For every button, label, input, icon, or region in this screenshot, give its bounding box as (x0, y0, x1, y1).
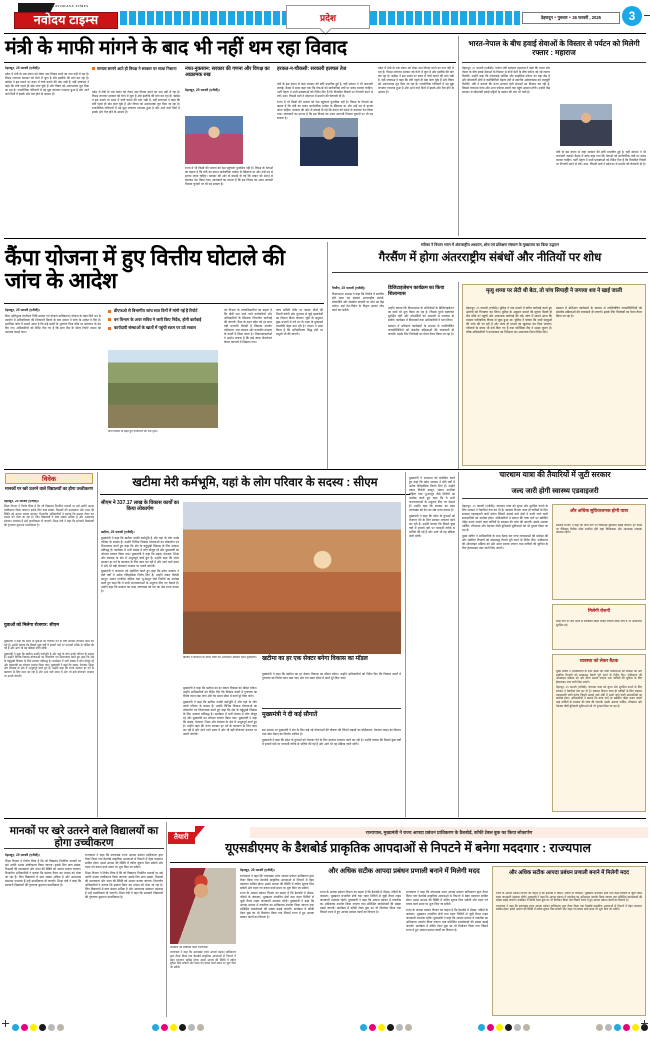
kampa-col4 (276, 308, 323, 464)
cm-mid-body2: मुख्यमंत्री ने कहा कि खटीमा उनकी कर्मभूमि है और यहां के लोग उनके परिवार के सदस्य हैं। उन्होंने विभिन्न विकास योजनाओं का लोकार्पण एवं शिलान्यास करते हुए कहा कि क्षेत्र के चहुंमुखी विकास के लिए सरकार प्रतिबद्ध है। कार्यक्रम में भारी संख्या में लोग मौजूद रहे और मुख्यमंत्री का जोरदार स्वागत किया गया। मुख्यमंत्री ने कहा कि सड़क, पेयजल, शिक्षा और स्वास्थ्य के क्षेत्र में अभूतपूर्व कार्य हुए हैं। उन्होंने कहा कि राज्य सरकार हर वर्ग के कल्याण के लिए काम कर रही है और आने वाले समय में और भी बड़ी योजनाएं धरातल पर उतारी जाएंगी। (183, 699, 257, 736)
cmyk-dot-cyan-2 (152, 1024, 159, 1031)
governor-caption-extra: राज्यपाल ने कहा कि उत्तराखंड राज्य आपदा प्रबंधन प्राधिकरण द्वारा तैयार किया गया डैशबोर्ड प्राकृतिक आपदाओं से निपटने में बेहद मददगार साबित होगा। इससे आपदा की स्थिति में त्वरित सूचना मिल सकेगी और राहत एवं बचाव कार्य समय पर शुरू किए जा सकेंगे। (170, 951, 236, 970)
top-story-col3-text: राज्य में भी किसी की भावना को ठेस पहुंचाना मुनासिब नहीं है। विपक्ष के नेताओं का कहना है कि मंत्री का बयान सार्वजनिक मर्यादा के खिलाफ था और उन्हें पद से हटाया जाना चाहिए। सरकार की ओर से सफाई दी गई कि बयान को संदर्भ से काटकर पेश किया गया। जानकारों का मानना है कि इस विवाद का असर आगामी निकाय चुनावों पर भी पड़ सकता है। (185, 166, 273, 186)
top-story-bullet-wrap (92, 66, 180, 71)
cm-mid-col (183, 686, 257, 814)
page-number-badge (622, 6, 642, 26)
chardham-rule (462, 498, 648, 499)
cmyk-dot-gray (48, 1024, 55, 1031)
vivek-byline: देहरादून, 25 फरवरी (एजेंसी)। (4, 500, 39, 503)
section-divider-3 (4, 818, 646, 819)
cm-right-narrow-col (409, 476, 455, 814)
cm-left-body2: मुख्यमंत्री ने जनसभा को संबोधित करते हुए कहा कि प्रदेश सरकार ने बीते वर्षों में अनेक ऐतिहासिक निर्णय लिए हैं। उन्होंने नकल विरोधी कानून, समान नागरिक संहिता तथा भू-कानून जैसे निर्णयों का उल्लेख करते हुए कहा कि ये सभी जनभावनाओं के अनुरूप लिए गए फैसले हैं। उन्होंने कहा कि सरकार का लक्ष्य उत्तराखंड को देश का श्रेष्ठ राज्य बनाना है। (101, 569, 179, 593)
cmyk-dot-black-4 (505, 1024, 512, 1031)
cmyk-dot-magenta-4 (487, 1024, 494, 1031)
cmyk-strip-2 (152, 1024, 204, 1031)
flag-triangle-icon (195, 826, 205, 838)
top-story-col4-head-wrap (277, 66, 373, 72)
chardham-box2-body (556, 620, 642, 646)
kampa-col1 (5, 308, 101, 463)
top-story-col4-head: हरकत-न-चौकसी: सरकारी हलचल तेज (277, 66, 347, 72)
top-story-photo-minister (185, 116, 243, 164)
dateline (522, 12, 620, 24)
governor-side-title: और अधिक सटीक आपदा प्रबंधन प्रणाली बनाने में मिलेगी मदद (508, 870, 630, 876)
police-story-head-wrap (466, 288, 642, 295)
cm-photo-caption: खटीमा में जनसभा के दौरान लोगों का अभिवादन स्वीकार करते मुख्यमंत्री। (183, 656, 257, 659)
chardham-headline: चारधाम यात्रा की तैयारियों में जुटी सरकार (499, 470, 611, 479)
vivek-tag-text: विवेक (42, 476, 56, 483)
top-story-col3-head-wrap (185, 66, 273, 79)
cmyk-strip-1 (12, 1024, 64, 1031)
cm-sub1-text: मुख्यमंत्री ने कहा कि खटीमा का हर सेक्टर विकास का मॉडल बनेगा। उन्होंने अधिकारियों को निर्देश दिए कि विकास कार्यों में गुणवत्ता का विशेष ध्यान रखा जाए और तय समय सीमा में कार्य पूरे किए जाएं। (262, 672, 401, 680)
chardham-box3-body (556, 670, 642, 808)
cm-left-head-wrap (101, 500, 179, 513)
top-story-col2-body: प्रदेश में मंत्री के एक बयान को लेकर उठा विवाद थमने का नाम नहीं ले रहा है। विपक्ष लगातार सरकार को घेरने में जुटा है और इस्तीफे की मांग कर रहा है। कांग्रेस ने इस मसले पर सदन में चर्चा कराने की मांग रखी है, वहीं सत्तापक्ष ने कहा कि मंत्री पहले ही खेद जता चुके हैं और विषय को अनावश्यक तूल दिया जा रहा है। राजनीतिक गलियारों में यह मुद्दा लगातार गरमाया हुआ है और आने वाले दिनों में इसके और तेज होने के आसार हैं। (92, 90, 180, 114)
school-col1 (5, 853, 81, 1013)
top-story-col1 (5, 66, 89, 231)
cm-photo-caption-block (183, 656, 257, 682)
top-story-col3-body (185, 166, 273, 232)
brand-name: नवोदय टाइम्स (33, 13, 99, 28)
dateline-city: देहरादून (540, 15, 553, 20)
cm-headline-rule (100, 494, 410, 495)
governor-deck: राज्यपाल, मुख्यमंत्री ने राज्य आपदा प्रबंधन प्राधिकरण के डैशबोर्ड, कॉफी टेबल बुक का किया लोकार्पण (250, 827, 648, 838)
cmyk-dot-gray-3 (396, 1024, 403, 1031)
governor-body-left2: राज्य के आपदा प्रबंधन विभाग का कहना है कि डैशबोर्ड में मौसम, नदियों के जलस्तर, भूस्खलन संभावित क्षेत्रों तथा राहत शिविरों से जुड़ी रीयल टाइम जानकारी उपलब्ध रहेगी। मुख्यमंत्री ने कहा कि आपदा प्रबंधन में तकनीक का अधिकतम उपयोग किया जाएगा तथा प्रशिक्षित स्वयंसेवकों की संख्या बढ़ाई जाएगी। कार्यक्रम में कॉफी टेबल बुक का भी विमोचन किया गया जिसमें राज्य में हुए आपदा प्रबंधन कार्यों का विवरण है। (240, 891, 314, 919)
top-story-col2-upper (92, 90, 180, 232)
cm-sub1-headline: खटीमा का हर एक सेक्टर बनेगा विकास का मॉडल (262, 656, 368, 662)
police-story-headline: मृत्यु शय्या पर लेटी थी बेटा, तो पांच सिपाही ने जगाया शव ने खाई जाली (485, 288, 622, 294)
top-story-col5-text: प्रदेश में मंत्री के एक बयान को लेकर उठा विवाद थमने का नाम नहीं ले रहा है। विपक्ष लगातार सरकार को घेरने में जुटा है और इस्तीफे की मांग कर रहा है। कांग्रेस ने इस मसले पर सदन में चर्चा कराने की मांग रखी है, वहीं सत्तापक्ष ने कहा कि मंत्री पहले ही खेद जता चुके हैं और विषय को अनावश्यक तूल दिया जा रहा है। राजनीतिक गलियारों में यह मुद्दा लगातार गरमाया हुआ है और आने वाले दिनों में इसके और तेज होने के आसार हैं। (378, 66, 454, 94)
gairsain-rule (332, 272, 648, 273)
cmyk-dot-tan-2 (197, 1024, 204, 1031)
chardham-box1-body (556, 524, 642, 596)
cmyk-dot-magenta-3 (369, 1024, 376, 1031)
cm-sub2-head-wrap (262, 712, 401, 719)
police-story-body2: संस्थान में प्रशिक्षण कार्यक्रमों के माध्यम से नवनिर्वाचित जनप्रतिनिधियों को संसदीय प्रक्रियाओं की जानकारी दी जाएगी। इसके लिए विशेषज्ञों का पैनल तैयार किया जा रहा है। (556, 306, 642, 318)
police-story-col2 (556, 306, 642, 462)
cm-sub2-text: इस अवसर पर मुख्यमंत्री ने क्षेत्र के लिए कई नई योजनाओं की घोषणा की जिनमें सड़कों का चौड़ीकरण, पेयजल लाइन का विस्तार तथा खेल मैदान का निर्माण शामिल है। (262, 728, 401, 736)
governor-headline: यूएसडीएमए के डैशबोर्ड प्राकृतिक आपदाओं से निपटने में बनेगा मददगार : राज्यपाल (225, 841, 591, 855)
vivek-sub-body-text2: मुख्यमंत्री ने कहा कि खटीमा उनकी कर्मभूमि है और यहां के लोग उनके परिवार के सदस्य हैं। उन्होंने विभिन्न विकास योजनाओं का लोकार्पण एवं शिलान्यास करते हुए कहा कि क्षेत्र के चहुंमुखी विकास के लिए सरकार प्रतिबद्ध है। कार्यक्रम में भारी संख्या में लोग मौजूद रहे और मुख्यमंत्री का जोरदार स्वागत किया गया। मुख्यमंत्री ने कहा कि सड़क, पेयजल, शिक्षा और स्वास्थ्य के क्षेत्र में अभूतपूर्व कार्य हुए हैं। उन्होंने कहा कि राज्य सरकार हर वर्ग के कल्याण के लिए काम कर रही है और आने वाले समय में और भी बड़ी योजनाएं धरातल पर उतारी जाएंगी। (4, 652, 94, 678)
cm-story-photo-rally (183, 502, 401, 654)
vivek-sub-body (4, 640, 94, 812)
chardham-box1-text: स्वास्थ्य विभाग ने कहा कि यात्रा मार्ग पर चिकित्सा सुविधाएं बढ़ाई जाएंगी। हर पड़ाव पर मेडिकल रिलीफ पोस्ट स्थापित होंगे जहां चिकित्सक और आवश्यक दवाइयां उपलब्ध रहेंगी। (556, 524, 642, 535)
cmyk-dot-cyan (12, 1024, 19, 1031)
top-story-bullet-text: मामला सामने आते ही विपक्ष ने सरकार पर साधा निशाना (97, 66, 177, 71)
cmyk-dot-tan (57, 1024, 64, 1031)
cmyk-dot-gray-4 (514, 1024, 521, 1031)
cmyk-dot-yellow-4 (496, 1024, 503, 1031)
column-rule-4 (97, 472, 98, 817)
kampa-byline: देहरादून, 25 फरवरी (एजेंसी)। (5, 308, 40, 312)
governor-sub-headline: और अधिक सटीक आपदा प्रबंधन प्रणाली बनाने में मिलेगी मदद (328, 868, 480, 875)
gairsain-byline: गैरसैंण, 25 फरवरी (एजेंसी)। (332, 286, 366, 290)
dot-separator-1: • (554, 15, 557, 21)
dot-separator-2: • (569, 15, 571, 21)
kampa-body-right: जांच समिति मौके पर जाकर पौधों की गिनती करेगी और भुगतान से जुड़े दस्तावेजों का मिलान किया जाएगा। सूत्रों के अनुसार कुछ प्रभागों में वर्ष भर के लक्ष्य के मुकाबले उपलब्धि बेहद कम रही है। शासन ने साफ किया है कि अनियमितता सिद्ध होने पर वसूली भी की जाएगी। (276, 308, 323, 336)
gairsain-body-a: विधानसभा अध्यक्ष ने कहा कि गैरसैंण में स्थापित होने वाला यह संस्थान अंतरराष्ट्रीय संबंधों, लोकनीति और संसदीय प्रणाली पर शोध का केंद्र बनेगा। यहां देश-विदेश के विद्वान आकर शोध कार्य कर सकेंगे। (332, 291, 384, 312)
vivek-column-tag[interactable] (5, 473, 93, 484)
school-headline-rule (4, 848, 164, 849)
cm-left-col (101, 530, 179, 816)
chardham-body-main: देहरादून, 25 फरवरी (एजेंसी)। चारधाम यात्रा को सुगम और सुरक्षित बनाने के लिए सरकार ने तैयारियां तेज कर दी हैं। स्वास्थ्य विभाग जल्द ही यात्रियों के लिए स्वास्थ्य एडवाइजरी जारी करेगा जिसमें ऊंचाई वाले क्षेत्रों में बरती जाने वाली सावधानियों का उल्लेख होगा। अधिकारियों ने बताया कि यात्रा मार्ग पर स्क्रीनिंग पॉइंट बनाए जाएंगे जहां यात्रियों के स्वास्थ्य की जांच की जाएगी। इसके अलावा पार्किंग, शौचालय और पेयजल जैसी बुनियादी सुविधाओं को भी दुरुस्त किया जा रहा है। (462, 504, 548, 532)
police-story-body1: देहरादून, 25 फरवरी (एजेंसी)। पुलिस ने एक मामले में त्वरित कार्रवाई करते हुए आरोपी को गिरफ्तार कर लिया। पुलिस के अनुसार मामले की सूचना मिलते ही टीम मौके पर पहुंची और आवश्यक कार्रवाई की गई। जांच में सामने आया कि मामला पारिवारिक विवाद से जुड़ा हुआ था। पुलिस ने बताया कि सभी पहलुओं की जांच की जा रही है और जल्द ही मामले का खुलासा कर दिया जाएगा। परिजनों के बयान भी दर्ज किए गए हैं तथा फॉरेंसिक टीम ने साक्ष्य जुटाए हैं। वरिष्ठ अधिकारियों ने घटनास्थल का निरीक्षण कर आवश्यक दिशा-निर्देश दिए। (466, 306, 552, 334)
cm-mid-body: मुख्यमंत्री ने कहा कि खटीमा का हर सेक्टर विकास का मॉडल बनेगा। उन्होंने अधिकारियों को निर्देश दिए कि विकास कार्यों में गुणवत्ता का विशेष ध्यान रखा जाए और तय समय सीमा में कार्य पूरे किए जाएं। (183, 686, 257, 698)
police-story-col1 (466, 306, 552, 462)
governor-byline: देहरादून, 25 फरवरी (एजेंसी)। (240, 868, 275, 872)
gairsain-body-b: उन्होंने बताया कि विधानसभा के अभिलेखों के डिजिटाइजेशन का कार्य भी शुरू किया जा रहा है, जिससे पुराने दस्तावेज सुरक्षित रहेंगे और शोधार्थियों को आसानी से उपलब्ध हो सकेंगे। कार्यक्रम में विधायकों तथा अधिकारियों ने भाग लिया। (388, 306, 454, 322)
cmyk-dot-gray-2 (188, 1024, 195, 1031)
cmyk-dot-magenta (21, 1024, 28, 1031)
column-rule-1 (458, 36, 459, 236)
cmyk-dot-magenta-5 (623, 1024, 630, 1031)
school-story-headline: मानकों पर खरे उतरने वाले विद्यालयों का होगा उच्चीकरण (9, 825, 159, 849)
chardham-box2-text: यात्रा मार्ग पर सौर ऊर्जा से संचालित लाइटें लगाई जाएंगी ताकि रात्रि में भी आवागमन सुरक्षित रहे। (556, 620, 642, 627)
school-col2 (85, 853, 163, 1013)
cm-left-byline: खटीमा, 25 फरवरी (एजेंसी)। (101, 530, 135, 534)
kampa-bullet-2: वन विभाग के अपर सचिव ने जारी किए निर्देश, होगी कार्रवाई (108, 317, 216, 323)
school-byline: देहरादून, 25 फरवरी (एजेंसी)। (5, 853, 40, 857)
cmyk-dot-black (39, 1024, 46, 1031)
section-label[interactable] (286, 5, 370, 29)
governor-sub-body2: राज्यपाल ने कहा कि उत्तराखंड राज्य आपदा प्रबंधन प्राधिकरण द्वारा तैयार किया गया डैशबोर्ड प्राकृतिक आपदाओं से निपटने में बेहद मददगार साबित होगा। इससे आपदा की स्थिति में त्वरित सूचना मिल सकेगी और राहत एवं बचाव कार्य समय पर शुरू किए जा सकेंगे। (406, 890, 488, 906)
governor-flag-tag (168, 826, 205, 841)
cmyk-dot-yellow (30, 1024, 37, 1031)
column-rule-3 (458, 282, 459, 470)
kampa-col3 (224, 308, 272, 464)
top-story-col3-head: नफा-नुकसान: सरकार की गणना और विपक्ष का आक्रामक रुख (185, 66, 270, 79)
top-story-headline-rule (4, 62, 456, 63)
vivek-sub-head-wrap (4, 622, 94, 628)
governor-headline-rule (170, 862, 648, 863)
registration-mark-right (641, 1020, 648, 1027)
column-rule-7 (166, 822, 167, 1017)
vivek-head-wrap (4, 486, 94, 492)
registration-mark-left (2, 1020, 9, 1027)
cm-right-narrow-text2: मुख्यमंत्री ने कहा कि प्रदेश के युवाओं को रोजगार देने के लिए सरकार लगातार कार्य कर रही है। उन्होंने बताया कि पिछले कुछ वर्षों में हजारों पदों पर पारदर्शी तरीके से भर्तियां की गई हैं और आगे भी यह प्रक्रिया जारी रहेगी। (409, 513, 455, 538)
cmyk-dot-cyan-5 (614, 1024, 621, 1031)
governor-photo-caption: कार्यक्रम को संबोधित करते राज्यपाल। (170, 946, 209, 949)
nepal-story-body1: देहरादून, 25 फरवरी (एजेंसी)। पर्यटन मंत्री सतपाल महाराज ने कहा कि भारत और नेपाल के बीच हवाई सेवाओं के विस्तार से दोनों देशों के बीच पर्यटन को नई रफ्तार मिलेगी। उन्होंने कहा कि उत्तराखंड धार्मिक और साहसिक पर्यटन का बड़ा केंद्र है और सीमावर्ती क्षेत्रों में कनेक्टिविटी बेहतर होने से स्थानीय अर्थव्यवस्था को मजबूती मिलेगी। मंत्री ने बताया कि राज्य सरकार हेली सेवाओं का विस्तार कर रही है, जिससे चारधाम यात्रा और अन्य पर्यटक स्थलों तक पहुंच आसान होगी। उन्होंने केंद्र सरकार से सीमावर्ती हवाई पट्टियों के उन्नयन की मांग भी रखी है। (462, 66, 550, 94)
top-story-col3-lead (185, 88, 273, 114)
cm-sub1-body (262, 672, 401, 706)
top-story-col5-body (378, 66, 454, 232)
cm-sub2-headline: मुख्यमंत्री ने दी कई सौगातें (262, 712, 318, 718)
top-story-bullet (92, 66, 180, 71)
cmyk-strip-3 (360, 1024, 412, 1031)
vivek-headline: मानकों पर खरे उतरने वाले विद्यालयों का होगा उच्चीकरण (5, 486, 93, 491)
brand-micro-label: NAVODAYA TIMES (52, 4, 89, 8)
cmyk-dot-magenta-2 (161, 1024, 168, 1031)
gairsain-subhead-wrap (388, 286, 454, 298)
masthead (0, 0, 650, 33)
nepal-story-body2: मंत्री के इस बयान से जहां सरकार की छवि प्रभावित हुई है, वहीं संगठन ने भी नाराजगी जताई। बैठक में साफ कहा गया कि नेताओं को सार्वजनिक मंचों पर संयम बरतना चाहिए। पार्टी नेतृत्व ने सभी प्रवक्ताओं को निर्देश दिए हैं कि विवादित विषयों पर टिप्पणी करने से बचें। उधर, विपक्षी दलों ने प्रदेशभर में प्रदर्शन की चेतावनी दी है। (556, 150, 646, 166)
cm-sub-divider-1 (262, 708, 401, 709)
top-story-col4-text: मंत्री के इस बयान से जहां सरकार की छवि प्रभावित हुई है, वहीं संगठन ने भी नाराजगी जताई। बैठक में साफ कहा गया कि नेताओं को सार्वजनिक मंचों पर संयम बरतना चाहिए। पार्टी नेतृत्व ने सभी प्रवक्ताओं को निर्देश दिए हैं कि विवादित विषयों पर टिप्पणी करने से बचें। उधर, विपक्षी दलों ने प्रदेशभर में प्रदर्शन की चेतावनी दी है। (277, 82, 373, 98)
dateline-day: गुरुवार (557, 15, 568, 20)
vivek-body (4, 500, 94, 618)
column-rule-6 (458, 472, 459, 817)
kampa-bullet-1: डीएफओ से विभागीय जांच सात दिनों में मांगी गई है रिपोर्ट (108, 308, 216, 314)
nepal-story-photo-maharaj (560, 104, 612, 146)
kampa-bullet-list (108, 308, 216, 334)
gairsain-kicker: स्पीकर ने विधान भवन में अंतरराष्ट्रीय अध्ययन, शोध एवं प्रशिक्षण संस्थान के मुख्यालय का किया उद्घाटन (420, 243, 559, 247)
nepal-story-col1 (462, 66, 550, 231)
governor-photo (170, 868, 236, 944)
nepal-story-headline: भारत-नेपाल के बीच हवाई सेवाओं के विस्तार से पर्यटन को मिलेगी रफ्तार : महाराज (468, 39, 640, 58)
cm-left-body: मुख्यमंत्री ने कहा कि खटीमा उनकी कर्मभूमि है और यहां के लोग उनके परिवार के सदस्य हैं। उन्होंने विभिन्न विकास योजनाओं का लोकार्पण एवं शिलान्यास करते हुए कहा कि क्षेत्र के चहुंमुखी विकास के लिए सरकार प्रतिबद्ध है। कार्यक्रम में भारी संख्या में लोग मौजूद रहे और मुख्यमंत्री का जोरदार स्वागत किया गया। मुख्यमंत्री ने कहा कि सड़क, पेयजल, शिक्षा और स्वास्थ्य के क्षेत्र में अभूतपूर्व कार्य हुए हैं। उन्होंने कहा कि राज्य सरकार हर वर्ग के कल्याण के लिए काम कर रही है और आने वाले समय में और भी बड़ी योजनाएं धरातल पर उतारी जाएंगी। (101, 535, 179, 568)
nepal-story-rule (462, 62, 646, 63)
chardham-col1 (462, 504, 548, 812)
governor-col2 (240, 868, 314, 1014)
cm-sub1-head-wrap (262, 656, 401, 663)
vivek-sub-body-text: मुख्यमंत्री ने कहा कि प्रदेश के युवाओं को रोजगार देने के लिए सरकार लगातार कार्य कर रही है। उन्होंने बताया कि पिछले कुछ वर्षों में हजारों पदों पर पारदर्शी तरीके से भर्तियां की गई हैं और आगे भी यह प्रक्रिया जारी रहेगी। (4, 640, 94, 651)
school-body3: शिक्षा विभाग ने निर्णय लिया है कि जो विद्यालय निर्धारित मानकों पर खरे उतरेंगे उनका उच्चीकरण किया जाएगा। इसके लिए छात्र संख्या, शिक्षकों की उपलब्धता और भवन की स्थिति को आधार बनाया जाएगा। विभागीय अधिकारियों ने बताया कि प्रस्ताव तैयार कर शासन को भेजा जा रहा है। जिन विद्यालयों में छात्र संख्या अधिक है और आवश्यक संसाधन उपलब्ध हैं उन्हें प्राथमिकता दी जाएगी। शिक्षा मंत्री ने कहा कि सरकारी विद्यालयों की गुणवत्ता सुधारना प्राथमिकता है। (85, 870, 163, 899)
cmyk-dot-cyan-3 (360, 1024, 367, 1031)
top-story-col3-byline: देहरादून, 25 फरवरी (एजेंसी)। (185, 88, 220, 92)
page-number-text: 3 (628, 9, 636, 23)
top-story-col1-body: प्रदेश में मंत्री के एक बयान को लेकर उठा विवाद थमने का नाम नहीं ले रहा है। विपक्ष लगातार सरकार को घेरने में जुटा है और इस्तीफे की मांग कर रहा है। कांग्रेस ने इस मसले पर सदन में चर्चा कराने की मांग रखी है, वहीं सत्तापक्ष ने कहा कि मंत्री पहले ही खेद जता चुके हैं और विषय को अनावश्यक तूल दिया जा रहा है। राजनीतिक गलियारों में यह मुद्दा लगातार गरमाया हुआ है और आने वाले दिनों में इसके और तेज होने के आसार हैं। (5, 71, 89, 96)
cmyk-dot-yellow-5 (632, 1024, 639, 1031)
kampa-body-mid: वन विभाग के उच्चाधिकारियों का कहना है कि दोषी पाए जाने वाले कर्मचारियों और अधिकारियों के खिलाफ विभागीय कार्रवाई की जाएगी। कैंपा के तहत प्रदेश को हर साल बड़ी धनराशि मिलती है जिसका उपयोग वनीकरण, जल संरक्षण और वन्यजीव संरक्षण के कार्यों में किया जाता है। शिकायतकर्ताओं ने आरोप लगाया है कि कई जगह पौधरोपण केवल कागजों में दिखाया गया। (224, 308, 272, 344)
school-body: शिक्षा विभाग ने निर्णय लिया है कि जो विद्यालय निर्धारित मानकों पर खरे उतरेंगे उनका उच्चीकरण किया जाएगा। इसके लिए छात्र संख्या, शिक्षकों की उपलब्धता और भवन की स्थिति को आधार बनाया जाएगा। विभागीय अधिकारियों ने बताया कि प्रस्ताव तैयार कर शासन को भेजा जा रहा है। जिन विद्यालयों में छात्र संख्या अधिक है और आवश्यक संसाधन उपलब्ध हैं उन्हें प्राथमिकता दी जाएगी। शिक्षा मंत्री ने कहा कि सरकारी विद्यालयों की गुणवत्ता सुधारना प्राथमिकता है। (5, 858, 81, 887)
cm-sub2-body (262, 728, 401, 814)
gairsain-body-c: संस्थान में प्रशिक्षण कार्यक्रमों के माध्यम से नवनिर्वाचित जनप्रतिनिधियों को संसदीय प्रक्रियाओं की जानकारी दी जाएगी। इसके लिए विशेषज्ञों का पैनल तैयार किया जा रहा है। (388, 323, 454, 336)
cmyk-dot-tan-3 (405, 1024, 412, 1031)
gairsain-subhead: डिजिटाइजेशन कार्यक्रम का किया शिलान्यास (388, 286, 445, 297)
governor-side-text2: राज्यपाल ने कहा कि उत्तराखंड राज्य आपदा प्रबंधन प्राधिकरण द्वारा तैयार किया गया डैशबोर्ड प्राकृतिक आपदाओं से निपटने में बेहद मददगार साबित होगा। इससे आपदा की स्थिति में त्वरित सूचना मिल सकेगी और राहत एवं बचाव कार्य समय पर शुरू किए जा सकेंगे। (496, 904, 642, 912)
cm-right-narrow-text: मुख्यमंत्री ने जनसभा को संबोधित करते हुए कहा कि प्रदेश सरकार ने बीते वर्षों में अनेक ऐतिहासिक निर्णय लिए हैं। उन्होंने नकल विरोधी कानून, समान नागरिक संहिता तथा भू-कानून जैसे निर्णयों का उल्लेख करते हुए कहा कि ये सभी जनभावनाओं के अनुरूप लिए गए फैसले हैं। उन्होंने कहा कि सरकार का लक्ष्य उत्तराखंड को देश का श्रेष्ठ राज्य बनाना है। (409, 476, 455, 512)
cmyk-dot-gray-5 (605, 1024, 612, 1031)
kampa-story-headline: कैंपा योजना में हुए वित्तीय घोटाले की जांच के आदेश (5, 245, 285, 294)
cmyk-dot-yellow-2 (170, 1024, 177, 1031)
cm-left-headline: सीएम ने 337.17 लाख के विकास कार्यों का किया लोकार्पण (101, 500, 179, 513)
governor-side-text: राज्य के आपदा प्रबंधन विभाग का कहना है कि डैशबोर्ड में मौसम, नदियों के जलस्तर, भूस्खलन संभावित क्षेत्रों तथा राहत शिविरों से जुड़ी रीयल टाइम जानकारी उपलब्ध रहेगी। मुख्यमंत्री ने कहा कि आपदा प्रबंधन में तकनीक का अधिकतम उपयोग किया जाएगा तथा प्रशिक्षित स्वयंसेवकों की संख्या बढ़ाई जाएगी। कार्यक्रम में कॉफी टेबल बुक का भी विमोचन किया गया जिसमें राज्य में हुए आपदा प्रबंधन कार्यों का विवरण है। (496, 892, 642, 903)
chardham-box3-text: मुख्य सचिव ने अधिकारियों के साथ बैठक कर यात्रा व्यवस्थाओं की समीक्षा की और संबंधित विभागों को समयबद्ध तैयारी पूरी करने के निर्देश दिए। पंजीकरण की ऑनलाइन प्रक्रिया को और सरल बनाया जाएगा तथा यात्रियों की सुविधा के लिए हेल्पलाइन नंबर जारी किए जाएंगे। (556, 670, 642, 685)
governor-sub-head-wrap (320, 868, 488, 876)
governor-tag-text: तैयारी (168, 832, 195, 844)
school-body2: राज्यपाल ने कहा कि उत्तराखंड राज्य आपदा प्रबंधन प्राधिकरण द्वारा तैयार किया गया डैशबोर्ड प्राकृतिक आपदाओं से निपटने में बेहद मददगार साबित होगा। इससे आपदा की स्थिति में त्वरित सूचना मिल सकेगी और राहत एवं बचाव कार्य समय पर शुरू किए जा सकेंगे। (85, 853, 163, 869)
kampa-headline-rule (4, 303, 324, 304)
gairsain-headline: गैरसैंण में होगा अंतरराष्ट्रीय संबंधों और नीतियों पर शोध (378, 251, 602, 264)
governor-side-body (496, 892, 642, 1012)
chardham-body-extra: मुख्य सचिव ने अधिकारियों के साथ बैठक कर यात्रा व्यवस्थाओं की समीक्षा की और संबंधित विभागों को समयबद्ध तैयारी पूरी करने के निर्देश दिए। पंजीकरण की ऑनलाइन प्रक्रिया को और सरल बनाया जाएगा तथा यात्रियों की सुविधा के लिए हेल्पलाइन नंबर जारी किए जाएंगे। (462, 533, 548, 550)
masthead-divider (4, 33, 646, 34)
nepal-story-col2 (556, 150, 646, 232)
decorative-bar-left (120, 11, 295, 25)
gairsain-col1 (332, 286, 384, 464)
chardham-box1-title: और अधिक सुविधाजनक होगी यात्रा (569, 508, 629, 513)
kampa-photo-caption: कैंपा योजना के तहत हुए पौधरोपण का एक दृश्य। (108, 430, 158, 433)
kampa-body-left: कैंपा (प्रतिपूरक वनरोपण निधि प्रबंधन एवं योजना प्राधिकरण) योजना के तहत मिले धन के उपयोग में अनियमितता की शिकायतें मिलने के बाद शासन ने जांच के आदेश दे दिए हैं। प्रारंभिक जांच में सामने आया है कि कई कार्यों के भुगतान बिना मौके पर सत्यापन के कर दिए गए। अधिकारियों को निर्देश दिए गए हैं कि सात दिन के भीतर रिपोर्ट शासन को उपलब्ध कराई जाए। (5, 313, 101, 334)
section-divider-1 (4, 238, 646, 239)
cmyk-dot-black-3 (387, 1024, 394, 1031)
chardham-box3-text2: देहरादून, 25 फरवरी (एजेंसी)। चारधाम यात्रा को सुगम और सुरक्षित बनाने के लिए सरकार ने तैयारियां तेज कर दी हैं। स्वास्थ्य विभाग जल्द ही यात्रियों के लिए स्वास्थ्य एडवाइजरी जारी करेगा जिसमें ऊंचाई वाले क्षेत्रों में बरती जाने वाली सावधानियों का उल्लेख होगा। अधिकारियों ने बताया कि यात्रा मार्ग पर स्क्रीनिंग पॉइंट बनाए जाएंगे जहां यात्रियों के स्वास्थ्य की जांच की जाएगी। इसके अलावा पार्किंग, शौचालय और पेयजल जैसी बुनियादी सुविधाओं को भी दुरुस्त किया जा रहा है। (556, 686, 642, 708)
top-story-col4-text2: राज्य में भी किसी की भावना को ठेस पहुंचाना मुनासिब नहीं है। विपक्ष के नेताओं का कहना है कि मंत्री का बयान सार्वजनिक मर्यादा के खिलाफ था और उन्हें पद से हटाया जाना चाहिए। सरकार की ओर से सफाई दी गई कि बयान को संदर्भ से काटकर पेश किया गया। जानकारों का मानना है कि इस विवाद का असर आगामी निकाय चुनावों पर भी पड़ सकता है। (277, 99, 373, 120)
gairsain-col2 (388, 306, 454, 464)
kampa-photo-caption-block (108, 430, 218, 464)
chardham-box3-title: व्यवस्था को लेकर बैठक (579, 658, 619, 663)
chardham-box2-title: मिलेगी रोशनी (587, 608, 611, 613)
brand-logo[interactable] (6, 3, 118, 28)
cmyk-dot-yellow-3 (378, 1024, 385, 1031)
cmyk-dot-tan-5 (596, 1024, 603, 1031)
governor-col4 (406, 890, 488, 1014)
decorative-bar-right (370, 11, 520, 25)
cmyk-dot-cyan-4 (478, 1024, 485, 1031)
section-label-text: प्रदेश (319, 12, 337, 23)
column-rule-2 (327, 242, 328, 470)
cm-sub2-text2: मुख्यमंत्री ने कहा कि प्रदेश के युवाओं को रोजगार देने के लिए सरकार लगातार कार्य कर रही है। उन्होंने बताया कि पिछले कुछ वर्षों में हजारों पदों पर पारदर्शी तरीके से भर्तियां की गई हैं और आगे भी यह प्रक्रिया जारी रहेगी। (262, 737, 401, 746)
dateline-date: 26 फरवरी , 2025 (572, 15, 602, 20)
kampa-bullet-3: कार्यदायी संस्थाओं के खातों में पहुंची रकम पर उठे सवाल (108, 325, 216, 331)
top-story-col1-byline: देहरादून, 25 फरवरी (एजेंसी)। (5, 66, 40, 70)
cm-story-headline: खटीमा मेरी कर्मभूमि, यहां के लोग परिवार के सदस्य : सीएम (132, 476, 378, 489)
kampa-photo-plantation (108, 350, 218, 428)
vivek-body-text: शिक्षा विभाग ने निर्णय लिया है कि जो विद्यालय निर्धारित मानकों पर खरे उतरेंगे उनका उच्चीकरण किया जाएगा। इसके लिए छात्र संख्या, शिक्षकों की उपलब्धता और भवन की स्थिति को आधार बनाया जाएगा। विभागीय अधिकारियों ने बताया कि प्रस्ताव तैयार कर शासन को भेजा जा रहा है। जिन विद्यालयों में छात्र संख्या अधिक है और आवश्यक संसाधन उपलब्ध हैं उन्हें प्राथमिकता दी जाएगी। शिक्षा मंत्री ने कहा कि सरकारी विद्यालयों की गुणवत्ता सुधारना प्राथमिकता है। (4, 505, 94, 527)
column-rule-5 (405, 472, 406, 817)
governor-sub-body: राज्य के आपदा प्रबंधन विभाग का कहना है कि डैशबोर्ड में मौसम, नदियों के जलस्तर, भूस्खलन संभावित क्षेत्रों तथा राहत शिविरों से जुड़ी रीयल टाइम जानकारी उपलब्ध रहेगी। मुख्यमंत्री ने कहा कि आपदा प्रबंधन में तकनीक का अधिकतम उपयोग किया जाएगा तथा प्रशिक्षित स्वयंसेवकों की संख्या बढ़ाई जाएगी। कार्यक्रम में कॉफी टेबल बुक का भी विमोचन किया गया जिसमें राज्य में हुए आपदा प्रबंधन कार्यों का विवरण है। (320, 890, 401, 914)
chardham-subheadline: जल्द जारी होगी स्वास्थ्य एडवाइजरी (511, 488, 599, 495)
top-story-photo-official (300, 118, 358, 166)
cmyk-dot-black-2 (179, 1024, 186, 1031)
governor-body-left: राज्यपाल ने कहा कि उत्तराखंड राज्य आपदा प्रबंधन प्राधिकरण द्वारा तैयार किया गया डैशबोर्ड प्राकृतिक आपदाओं से निपटने में बेहद मददगार साबित होगा। इससे आपदा की स्थिति में त्वरित सूचना मिल सकेगी और राहत एवं बचाव कार्य समय पर शुरू किए जा सकेंगे। (240, 873, 314, 890)
cmyk-strip-4 (478, 1024, 530, 1031)
brand-nameplate (14, 12, 118, 29)
governor-col3 (320, 890, 401, 1014)
cmyk-dot-tan-4 (523, 1024, 530, 1031)
governor-caption-col (170, 946, 236, 1012)
governor-sub-body3: राज्य के आपदा प्रबंधन विभाग का कहना है कि डैशबोर्ड में मौसम, नदियों के जलस्तर, भूस्खलन संभावित क्षेत्रों तथा राहत शिविरों से जुड़ी रीयल टाइम जानकारी उपलब्ध रहेगी। मुख्यमंत्री ने कहा कि आपदा प्रबंधन में तकनीक का अधिकतम उपयोग किया जाएगा तथा प्रशिक्षित स्वयंसेवकों की संख्या बढ़ाई जाएगी। कार्यक्रम में कॉफी टेबल बुक का भी विमोचन किया गया जिसमें राज्य में हुए आपदा प्रबंधन कार्यों का विवरण है। (406, 907, 488, 932)
top-story-headline: मंत्री के माफी मांगने के बाद भी नहीं थम रहा विवाद (5, 37, 347, 59)
vivek-sub-head: युवाओं को मिलेगा रोजगार: सीएम (4, 622, 59, 627)
